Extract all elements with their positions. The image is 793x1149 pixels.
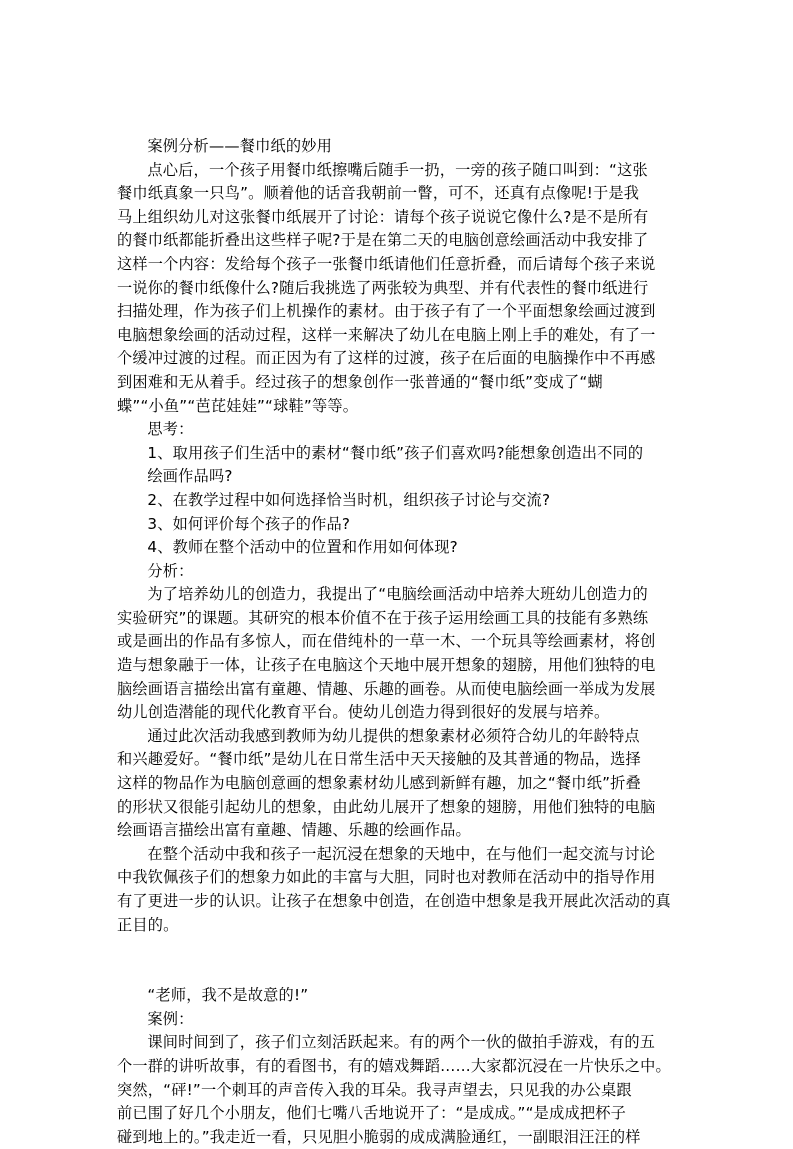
- text-line: 突然，“砰!”一个刺耳的声音传入我的耳朵。我寻声望去，只见我的办公桌跟: [117, 1080, 632, 1099]
- text-line: 中我钦佩孩子们的想象力如此的丰富与大胆，同时也对教师在活动中的指导作用: [117, 868, 656, 887]
- analysis-paragraph: [117, 583, 677, 725]
- text-line: 一说你的餐巾纸像什么?随后我挑选了两张较为典型、并有代表性的餐巾纸进行: [117, 278, 649, 297]
- text-line: 为了培养幼儿的创造力，我提出了“电脑绘画活动中培养大班幼儿创造力的: [147, 585, 648, 604]
- question-item: 3、如何评价每个孩子的作品?: [147, 514, 351, 533]
- story-paragraph: [117, 159, 677, 419]
- text-line: 个一群的讲听故事，有的看图书，有的嬉戏舞蹈……大家都沉浸在一片快乐之中。: [117, 1056, 671, 1075]
- analysis-paragraph: [117, 725, 677, 843]
- question-list: [117, 442, 677, 560]
- text-line: 课间时间到了，孩子们立刻活跃起来。有的两个一伙的做拍手游戏，有的五: [147, 1033, 656, 1052]
- section-spacer: [117, 937, 677, 984]
- text-line: 餐巾纸真象一只鸟”。顺着他的话音我朝前一瞥，可不，还真有点像呢!于是我: [117, 184, 640, 203]
- text-line: 马上组织幼儿对这张餐巾纸展开了讨论：请每个孩子说说它像什么?是不是所有: [117, 207, 649, 226]
- think-label: 思考：: [147, 420, 194, 439]
- case-paragraph: [117, 1031, 677, 1149]
- text-line: 蝶”“小鱼”“芭芘娃娃”“球鞋”等等。: [117, 396, 359, 415]
- text-line: 电脑想象绘画的活动过程，这样一来解决了幼儿在电脑上刚上手的难处，有了一: [117, 325, 656, 344]
- document-page: [117, 135, 677, 1149]
- text-line: 碰到地上的。”我走近一看，只见胆小脆弱的成成满脸通红，一副眼泪汪汪的样: [117, 1127, 641, 1146]
- text-line: 或是画出的作品有多惊人，而在借纯朴的一草一木、一个玩具等绘画素材，将创: [117, 632, 656, 651]
- section-title: 案例分析——餐巾纸的妙用: [147, 137, 333, 155]
- question-item: 1、取用孩子们生活中的素材“餐巾纸”孩子们喜欢吗?能想象创造出不同的: [147, 443, 644, 462]
- text-line: 和兴趣爱好。“餐巾纸”是幼儿在日常生活中天天接触的及其普通的物品，选择: [117, 750, 641, 769]
- text-line: 幼儿创造潜能的现代化教育平台。使幼儿创造力得到很好的发展与培养。: [117, 703, 610, 722]
- section-title: “老师，我不是故意的!”: [147, 986, 309, 1005]
- text-line: 个缓冲过渡的过程。而正因为有了这样的过渡，孩子在后面的电脑操作中不再感: [117, 349, 656, 368]
- text-line: 点心后，一个孩子用餐巾纸擦嘴后随手一扔，一旁的孩子随口叫到：“这张: [147, 160, 648, 179]
- text-line: 在整个活动中我和孩子一起沉浸在想象的天地中，在与他们一起交流与讨论: [147, 844, 656, 863]
- text-line: 有了更进一步的认识。让孩子在想象中创造，在创造中想象是我开展此次活动的真: [117, 892, 671, 910]
- analysis-paragraph: [117, 843, 677, 937]
- text-line: 到困难和无从着手。经过孩子的想象创作一张普通的“餐巾纸”变成了“蝴: [117, 372, 603, 391]
- analysis-label: 分析：: [147, 561, 194, 580]
- text-line: 扫描处理，作为孩子们上机操作的素材。由于孩子有了一个平面想象绘画过渡到: [117, 302, 656, 321]
- text-line: 造与想象融于一体，让孩子在电脑这个天地中展开想象的翅膀，用他们独特的电: [117, 656, 656, 675]
- text-line: 通过此次活动我感到教师为幼儿提供的想象素材必须符合幼儿的年龄特点: [147, 726, 640, 745]
- text-line: 这样一个内容：发给每个孩子一张餐巾纸请他们任意折叠，而后请每个孩子来说: [117, 254, 656, 273]
- text-line: 的餐巾纸都能折叠出这些样子呢?于是在第二天的电脑创意绘画活动中我安排了: [117, 231, 649, 250]
- text-line: 实验研究”的课题。其研究的根本价值不在于孩子运用绘画工具的技能有多熟练: [117, 608, 649, 627]
- text-line: 的形状又很能引起幼儿的想象，由此幼儿展开了想象的翅膀，用他们独特的电脑: [117, 797, 656, 816]
- question-item: 4、教师在整个活动中的位置和作用如何体现?: [147, 538, 458, 557]
- text-line: 前已围了好几个小朋友，他们七嘴八舌地说开了：“是成成。”“是成成把杯子: [117, 1104, 627, 1123]
- text-line: 脑绘画语言描绘出富有童趣、情趣、乐趣的画卷。从而使电脑绘画一举成为发展: [117, 679, 656, 698]
- question-item: 2、在教学过程中如何选择恰当时机，组织孩子讨论与交流?: [147, 490, 551, 509]
- case-label: 案例：: [147, 1009, 194, 1028]
- text-line: 正目的。: [117, 915, 179, 934]
- text-line: 绘画语言描绘出富有童趣、情趣、乐趣的绘画作品。: [117, 821, 471, 840]
- text-line: 这样的物品作为电脑创意画的想象素材幼儿感到新鲜有趣，加之“餐巾纸”折叠: [117, 774, 641, 793]
- question-continuation: 绘画作品吗?: [147, 467, 233, 486]
